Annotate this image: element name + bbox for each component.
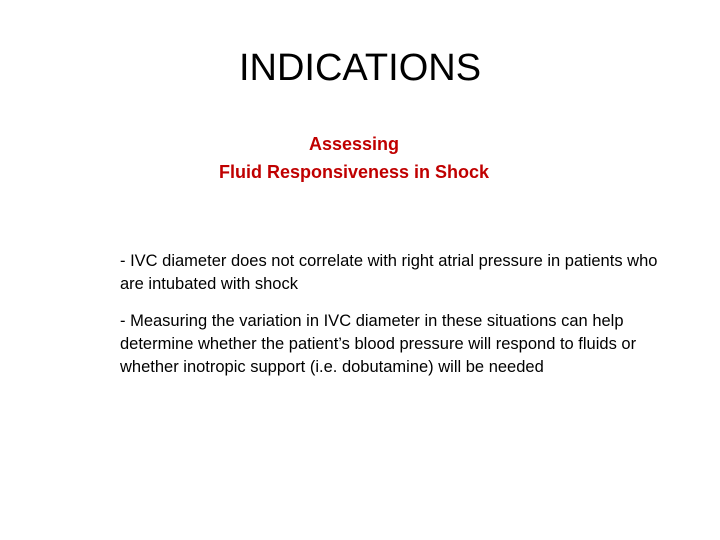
slide-subtitle xyxy=(0,130,708,186)
subtitle-line-1: Assessing xyxy=(308,134,400,154)
bullet-paragraph-1: - IVC diameter does not correlate with right atrial pressure in patients who are intubated with shock xyxy=(120,252,658,293)
subtitle-line-2: Fluid Responsiveness in Shock xyxy=(218,162,490,182)
slide-title: INDICATIONS xyxy=(238,47,482,89)
slide-body xyxy=(120,250,660,393)
bullet-paragraph-2: - Measuring the variation in IVC diameter in these situations can help determine whether the patient’s blood pressure will respond to fluids or whether inotropic support (i.e. dobutamine) will be needed xyxy=(120,312,637,376)
